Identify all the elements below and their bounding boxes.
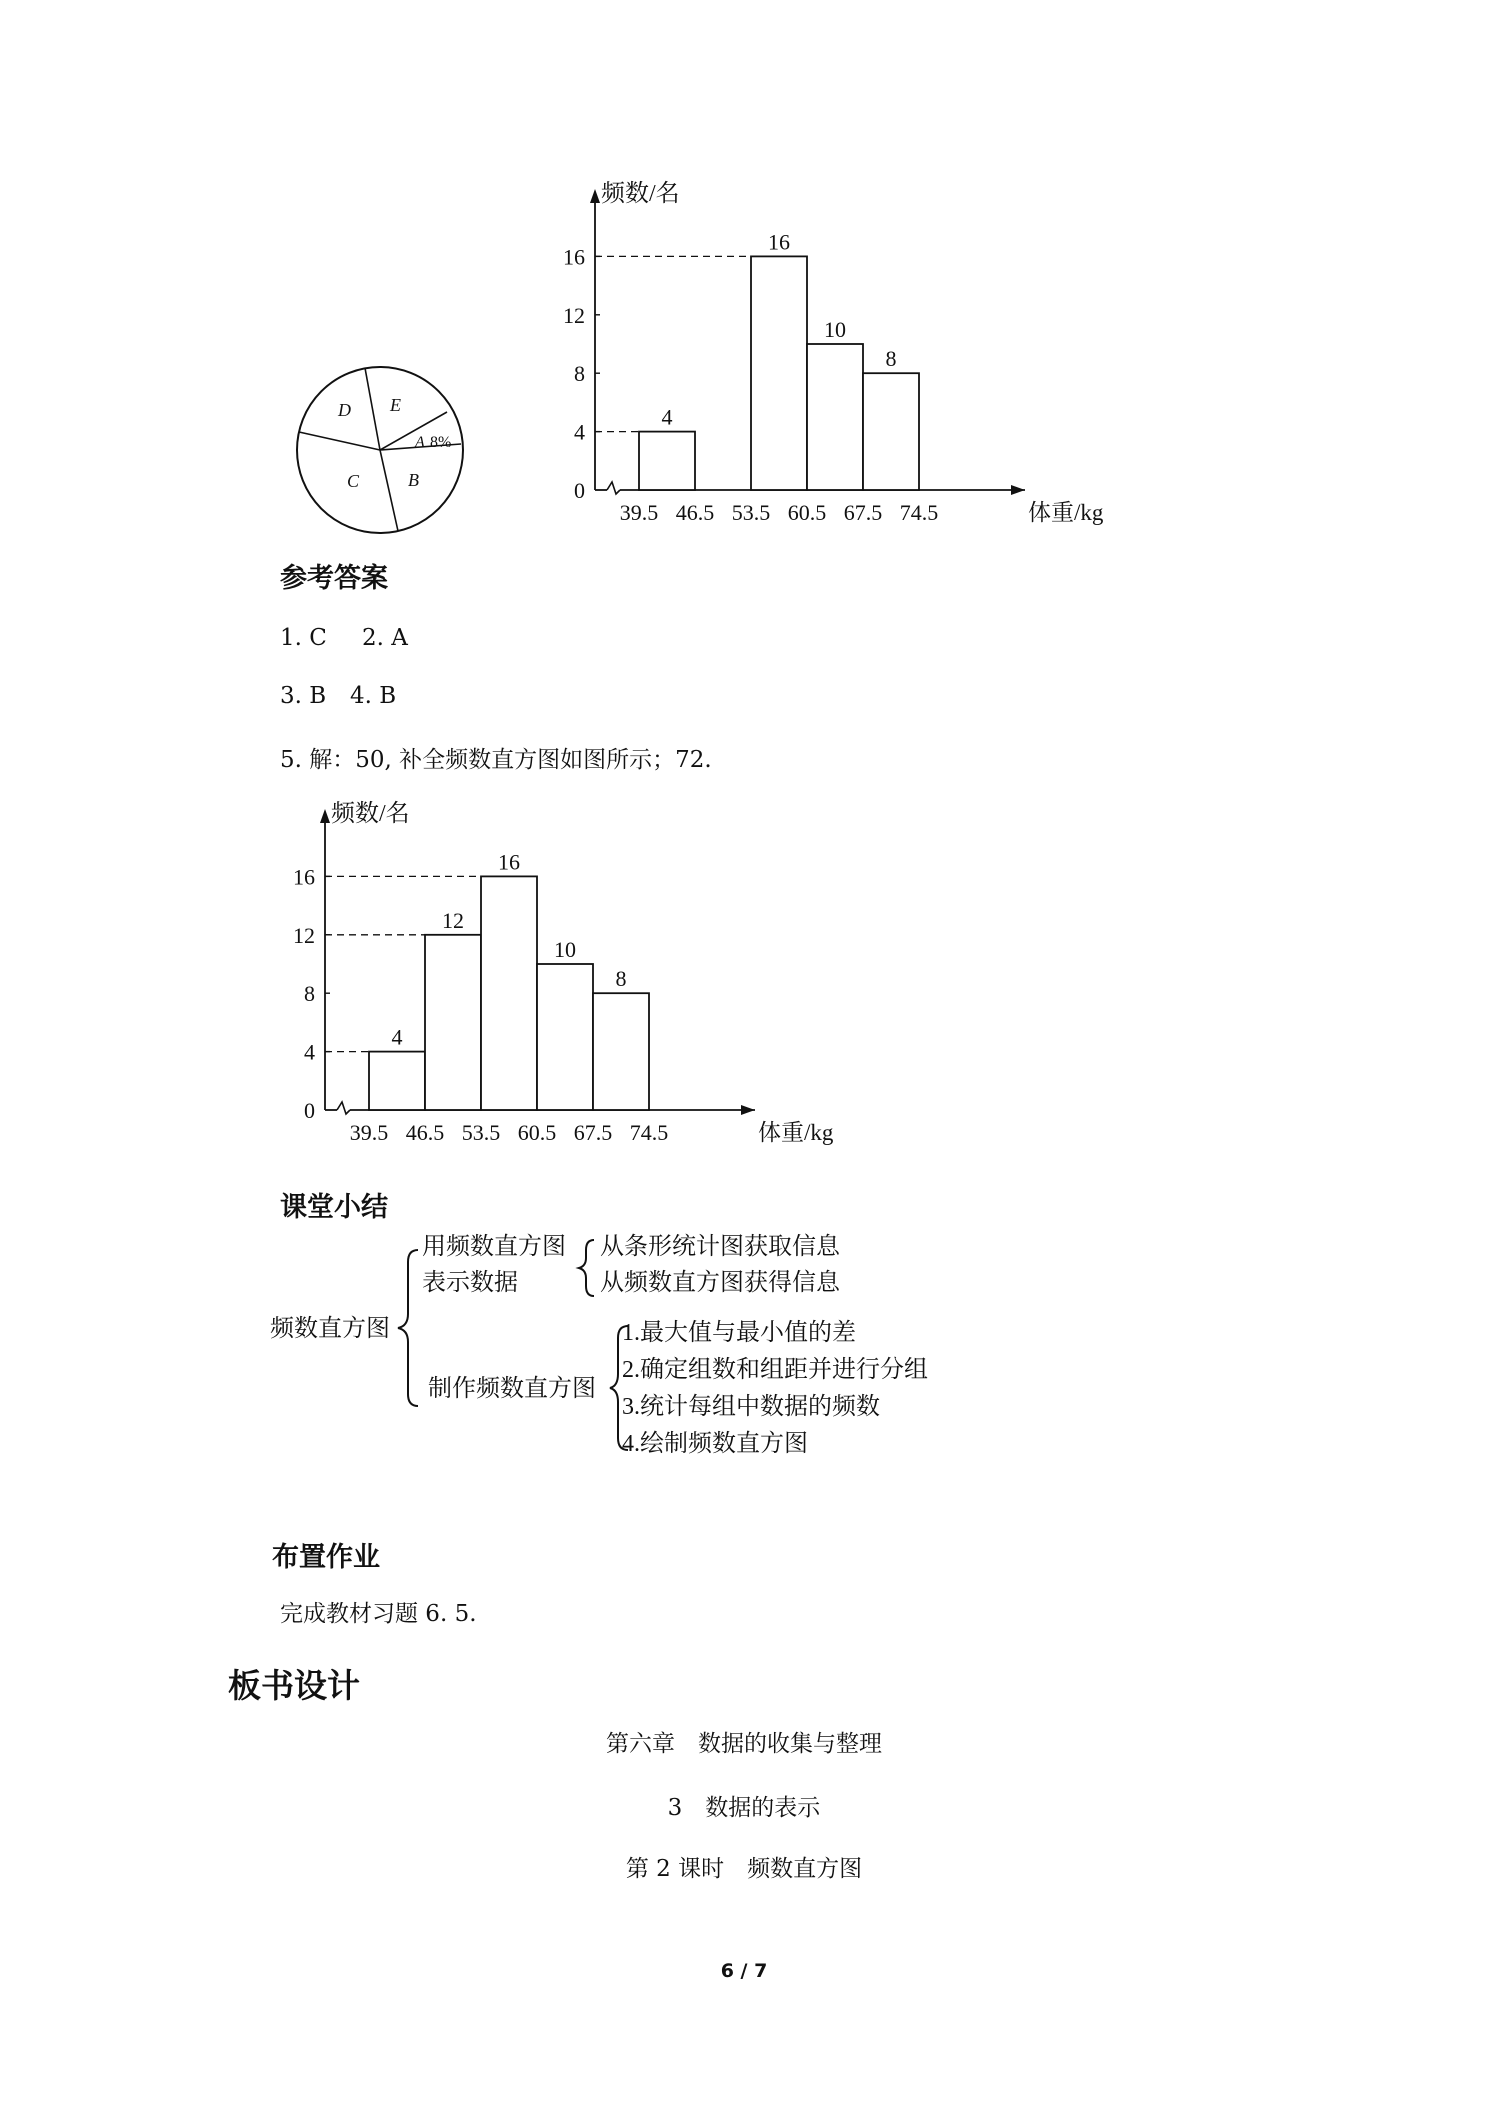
y-axis-title: 频数/名 <box>601 181 680 207</box>
pie-label-a: A <box>415 434 425 451</box>
y-tick-label: 12 <box>293 922 315 948</box>
y-axis-arrow <box>320 809 330 823</box>
y-tick-label: 8 <box>574 361 585 387</box>
brace-main <box>398 1250 418 1406</box>
pie-label-b: B <box>408 470 419 490</box>
branch2-item-3: 3.统计每组中数据的频数 <box>622 1394 880 1420</box>
board-line-1: 第六章 数据的收集与整理 <box>606 1731 882 1757</box>
branch1-label-line2: 表示数据 <box>422 1270 518 1296</box>
summary-root: 频数直方图 <box>270 1316 390 1342</box>
y-tick-label: 4 <box>304 1039 315 1065</box>
bar-data-label: 8 <box>615 966 627 992</box>
y-axis-arrow <box>590 189 600 203</box>
bar-data-label: 12 <box>442 907 464 933</box>
histogram-bar <box>537 964 593 1110</box>
histogram-bar <box>751 256 807 490</box>
bar-data-label: 10 <box>824 317 846 342</box>
x-tick-label: 39.5 <box>619 500 659 525</box>
x-tick-label: 74.5 <box>899 500 939 525</box>
pie-label-e: E <box>390 395 401 415</box>
histogram-bar <box>425 935 481 1110</box>
homework-heading: 布置作业 <box>272 1542 380 1573</box>
bar-data-label: 8 <box>885 346 897 372</box>
y-tick-label: 16 <box>293 864 315 890</box>
branch2-item-4: 4.绘制频数直方图 <box>622 1431 808 1457</box>
x-tick-label: 53.5 <box>731 500 771 525</box>
pie-label-d: D <box>338 400 351 420</box>
board-line-3: 第 2 课时 频数直方图 <box>625 1856 863 1882</box>
histogram-incomplete <box>555 175 1104 540</box>
histogram-bar <box>593 993 649 1110</box>
y-tick-label: 16 <box>563 244 585 270</box>
summary-brace-diagram <box>270 1222 970 1462</box>
histogram-bar <box>807 344 863 490</box>
histogram-bar <box>639 432 695 490</box>
board-line-2: 3 数据的表示 <box>667 1795 821 1821</box>
pie-label-a-percent: 8% <box>430 434 452 451</box>
x-tick-label: 67.5 <box>573 1120 613 1145</box>
y-tick-label: 4 <box>574 419 585 445</box>
x-axis-arrow <box>741 1105 755 1115</box>
x-tick-label: 46.5 <box>675 500 715 525</box>
y-tick-label: 0 <box>574 478 585 503</box>
pie-chart <box>290 360 470 540</box>
homework-text: 完成教材习题 6. 5. <box>280 1601 477 1627</box>
answer-5: 5. 解：50, 补全频数直方图如图所示；72. <box>280 747 712 773</box>
x-axis-title: 体重/kg <box>1028 500 1104 525</box>
board-heading: 板书设计 <box>228 1666 360 1705</box>
answer-1: 1. C <box>280 625 327 651</box>
branch2-item-2: 2.确定组数和组距并进行分组 <box>622 1357 928 1383</box>
answers-heading: 参考答案 <box>280 563 388 594</box>
page-number: 6 / 7 <box>720 1960 768 1982</box>
bar-data-label: 16 <box>768 229 790 255</box>
y-axis-title: 频数/名 <box>331 801 410 827</box>
histogram-bar <box>863 373 919 490</box>
histogram-complete <box>285 795 834 1160</box>
answer-4: 4. B <box>350 683 397 709</box>
y-tick-label: 8 <box>304 981 315 1007</box>
brace-branch1 <box>579 1240 594 1296</box>
branch2-item-1: 1.最大值与最小值的差 <box>622 1320 856 1346</box>
x-tick-label: 39.5 <box>349 1120 389 1145</box>
axis-break-mark <box>607 482 620 494</box>
bar-data-label: 16 <box>498 849 520 875</box>
bar-data-label: 4 <box>391 1024 403 1050</box>
x-axis-arrow <box>1011 485 1025 495</box>
y-tick-label: 0 <box>304 1098 315 1123</box>
branch2-label: 制作频数直方图 <box>428 1376 596 1402</box>
x-tick-label: 67.5 <box>843 500 883 525</box>
x-tick-label: 53.5 <box>461 1120 501 1145</box>
answer-2: 2. A <box>362 625 408 651</box>
axis-break-mark <box>337 1102 350 1114</box>
pie-divider-de <box>365 368 380 450</box>
pie-label-c: C <box>347 471 360 491</box>
branch1-item-2: 从频数直方图获得信息 <box>600 1270 840 1296</box>
branch1-label-line1: 用频数直方图 <box>422 1234 566 1260</box>
x-tick-label: 60.5 <box>787 500 827 525</box>
pie-divider-cd <box>299 432 380 450</box>
y-tick-label: 12 <box>563 302 585 328</box>
summary-heading: 课堂小结 <box>280 1192 388 1223</box>
x-tick-label: 46.5 <box>405 1120 445 1145</box>
branch1-item-1: 从条形统计图获取信息 <box>600 1234 840 1260</box>
pie-divider-bc <box>380 450 398 531</box>
histogram-bar <box>369 1052 425 1110</box>
answer-3: 3. B <box>280 683 327 709</box>
histogram-bar <box>481 876 537 1110</box>
bar-data-label: 4 <box>661 404 673 430</box>
bar-data-label: 10 <box>554 937 576 962</box>
x-axis-title: 体重/kg <box>758 1120 834 1145</box>
x-tick-label: 60.5 <box>517 1120 557 1145</box>
x-tick-label: 74.5 <box>629 1120 669 1145</box>
